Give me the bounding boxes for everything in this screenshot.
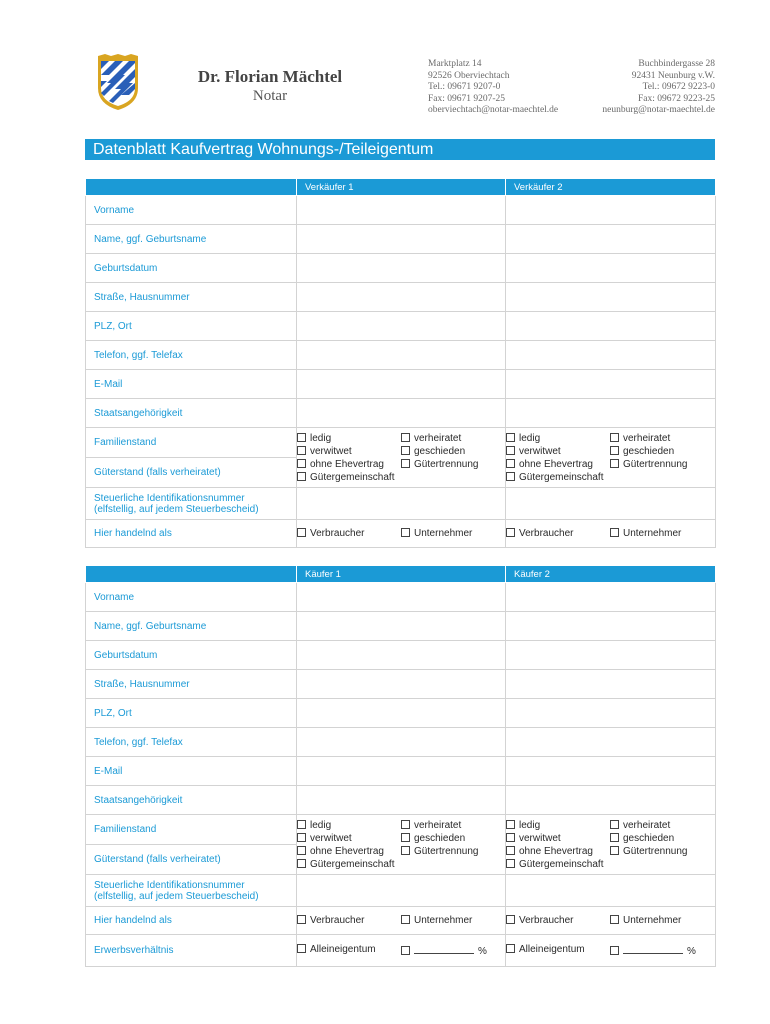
share-percent-blank[interactable] [623,944,683,954]
checkbox-guetergemeinschaft[interactable]: Gütergemeinschaft [506,859,610,870]
field-seller2-name[interactable] [506,225,716,254]
checkbox-unternehmer[interactable]: Unternehmer [401,528,499,539]
seller2-status-options [506,428,716,488]
label-steuer-id [86,488,297,520]
checkbox-guetergemeinschaft[interactable]: Gütergemeinschaft [297,859,401,870]
office-address-line: Marktplatz 14 [428,59,482,69]
field-buyer2-geburtsdatum[interactable] [506,641,716,670]
office-address-line: 92526 Oberviechtach [428,70,510,81]
checkbox-icon [297,859,306,868]
label-telefon: Telefon, ggf. Telefax [86,341,297,370]
field-buyer2-name[interactable] [506,612,716,641]
label-plz: PLZ, Ort [86,312,297,341]
label-steuer-id [86,875,297,907]
field-seller1-strasse[interactable] [297,283,506,312]
buyer1-ownership-options [297,935,506,967]
label-gueterstand: Güterstand (falls verheiratet) [86,845,297,875]
checkbox-icon [297,472,306,481]
field-buyer2-steuer-id[interactable] [506,875,716,907]
label-email: E-Mail [86,370,297,399]
checkbox-icon [610,433,619,442]
checkbox-share-percent[interactable]: % [401,944,499,957]
checkbox-verbraucher[interactable]: Verbraucher [297,528,401,539]
checkbox-guetertrennung[interactable]: Gütertrennung [401,459,499,470]
office-phone: Tel.: 09671 9207-0 [428,82,501,93]
checkbox-icon [401,946,410,955]
checkbox-icon [297,433,306,442]
label-geburtsdatum: Geburtsdatum [86,641,297,670]
field-buyer1-plz[interactable] [297,699,506,728]
label-vorname: Vorname [86,583,297,612]
checkbox-guetertrennung[interactable]: Gütertrennung [610,459,708,470]
checkbox-icon [401,433,410,442]
checkbox-ohne-ehevertrag[interactable]: ohne Ehevertrag [297,846,401,857]
checkbox-unternehmer[interactable]: Unternehmer [610,915,708,926]
field-seller1-staat[interactable] [297,399,506,428]
checkbox-icon [610,528,619,537]
checkbox-icon [297,944,306,953]
table-corner [86,566,297,583]
field-seller1-steuer-id[interactable] [297,488,506,520]
field-buyer2-telefon[interactable] [506,728,716,757]
checkbox-icon [610,946,619,955]
checkbox-verwitwet[interactable]: verwitwet [506,833,610,844]
checkbox-guetergemeinschaft[interactable]: Gütergemeinschaft [297,472,401,483]
checkbox-icon [506,433,515,442]
buyer1-role-options [297,907,506,935]
checkbox-icon [610,915,619,924]
share-percent-blank[interactable] [414,944,474,954]
office-email-link[interactable]: neunburg@notar-maechtel.de [602,105,715,116]
checkbox-guetertrennung[interactable]: Gütertrennung [401,846,499,857]
field-seller1-name[interactable] [297,225,506,254]
office-email-link[interactable]: oberviechtach@notar-maechtel.de [428,105,559,116]
checkbox-ledig[interactable]: ledig [506,820,610,831]
checkbox-alleineigentum[interactable]: Alleineigentum [506,944,610,957]
label-vorname: Vorname [86,196,297,225]
checkbox-icon [297,846,306,855]
checkbox-share-percent[interactable]: % [610,944,708,957]
office-neunburg [602,59,715,117]
field-buyer1-strasse[interactable] [297,670,506,699]
checkbox-icon [610,820,619,829]
label-handelnd: Hier handelnd als [86,520,297,548]
field-seller2-geburtsdatum[interactable] [506,254,716,283]
sellers-table [85,178,716,548]
field-seller2-strasse[interactable] [506,283,716,312]
office-phone: Tel.: 09672 9223-0 [642,82,715,93]
buyer2-status-options [506,815,716,875]
checkbox-ohne-ehevertrag[interactable]: ohne Ehevertrag [506,846,610,857]
label-staatsangehoerigkeit: Staatsangehörigkeit [86,399,297,428]
field-buyer2-staat[interactable] [506,786,716,815]
checkbox-icon [401,528,410,537]
label-email: E-Mail [86,757,297,786]
field-buyer2-strasse[interactable] [506,670,716,699]
field-buyer2-vorname[interactable] [506,583,716,612]
field-buyer1-email[interactable] [297,757,506,786]
field-buyer2-plz[interactable] [506,699,716,728]
field-seller2-vorname[interactable] [506,196,716,225]
checkbox-icon [506,833,515,842]
checkbox-icon [401,846,410,855]
label-gueterstand: Güterstand (falls verheiratet) [86,458,297,488]
checkbox-icon [506,846,515,855]
label-strasse: Straße, Hausnummer [86,283,297,312]
checkbox-verheiratet[interactable]: verheiratet [610,433,708,444]
label-erwerbsverhaeltnis: Erwerbsverhältnis [86,935,297,967]
checkbox-unternehmer[interactable]: Unternehmer [401,915,499,926]
checkbox-icon [401,446,410,455]
checkbox-icon [506,528,515,537]
checkbox-verbraucher[interactable]: Verbraucher [506,528,610,539]
office-address-line: 92431 Neunburg v.W. [631,70,715,81]
label-strasse: Straße, Hausnummer [86,670,297,699]
checkbox-icon [506,915,515,924]
seller1-role-options [297,520,506,548]
buyer1-status-options [297,815,506,875]
field-buyer1-steuer-id[interactable] [297,875,506,907]
field-seller2-telefon[interactable] [506,341,716,370]
column-header-buyer-2: Käufer 2 [506,566,716,583]
checkbox-icon [610,446,619,455]
checkbox-icon [401,459,410,468]
label-name: Name, ggf. Geburtsname [86,225,297,254]
checkbox-icon [506,472,515,481]
checkbox-icon [297,528,306,537]
office-oberviechtach [428,59,558,117]
label-steuer-id-line: Steuerliche Identifikationsnummer [94,879,245,891]
label-steuer-id-hint: (elfstellig, auf jedem Steuerbescheid) [94,890,259,902]
checkbox-guetertrennung[interactable]: Gütertrennung [610,846,708,857]
buyers-table [85,565,716,967]
column-header-buyer-1: Käufer 1 [297,566,506,583]
checkbox-ohne-ehevertrag[interactable]: ohne Ehevertrag [297,459,401,470]
buyer2-ownership-options [506,935,716,967]
office-fax: Fax: 09671 9207-25 [428,93,506,104]
label-familienstand: Familienstand [86,815,297,845]
bavarian-crest-icon [95,54,141,112]
checkbox-verheiratet[interactable]: verheiratet [401,820,499,831]
field-buyer1-vorname[interactable] [297,583,506,612]
checkbox-geschieden[interactable]: geschieden [610,446,708,457]
label-familienstand: Familienstand [86,428,297,458]
checkbox-icon [297,915,306,924]
label-handelnd: Hier handelnd als [86,907,297,935]
column-header-seller-2: Verkäufer 2 [506,179,716,196]
checkbox-unternehmer[interactable]: Unternehmer [610,528,708,539]
checkbox-verheiratet[interactable]: verheiratet [401,433,499,444]
checkbox-verbraucher[interactable]: Verbraucher [506,915,610,926]
checkbox-verwitwet[interactable]: verwitwet [506,446,610,457]
label-steuer-id-hint: (elfstellig, auf jedem Steuerbescheid) [94,503,259,515]
checkbox-geschieden[interactable]: geschieden [401,446,499,457]
checkbox-verheiratet[interactable]: verheiratet [610,820,708,831]
checkbox-icon [297,446,306,455]
field-buyer2-email[interactable] [506,757,716,786]
office-address-line: Buchbindergasse 28 [638,59,715,69]
column-header-seller-1: Verkäufer 1 [297,179,506,196]
label-plz: PLZ, Ort [86,699,297,728]
label-name: Name, ggf. Geburtsname [86,612,297,641]
field-seller2-staat[interactable] [506,399,716,428]
checkbox-icon [610,833,619,842]
notary-name: Dr. Florian Mächtel [197,67,343,86]
checkbox-ohne-ehevertrag[interactable]: ohne Ehevertrag [506,459,610,470]
field-seller2-plz[interactable] [506,312,716,341]
checkbox-alleineigentum[interactable]: Alleineigentum [297,944,401,957]
document-title: Datenblatt Kaufvertrag Wohnungs-/Teileigentum [85,139,715,160]
office-fax: Fax: 09672 9223-25 [637,93,715,104]
notary-title: Notar [252,88,288,104]
field-seller2-email[interactable] [506,370,716,399]
checkbox-verwitwet[interactable]: verwitwet [297,446,401,457]
field-buyer1-staat[interactable] [297,786,506,815]
checkbox-icon [506,446,515,455]
checkbox-verbraucher[interactable]: Verbraucher [297,915,401,926]
checkbox-guetergemeinschaft[interactable]: Gütergemeinschaft [506,472,610,483]
field-buyer1-telefon[interactable] [297,728,506,757]
buyer2-role-options [506,907,716,935]
checkbox-icon [506,859,515,868]
field-seller1-geburtsdatum[interactable] [297,254,506,283]
label-steuer-id-line: Steuerliche Identifikationsnummer [94,492,245,504]
checkbox-icon [401,915,410,924]
checkbox-icon [297,459,306,468]
checkbox-icon [506,820,515,829]
checkbox-icon [297,833,306,842]
checkbox-icon [401,833,410,842]
label-geburtsdatum: Geburtsdatum [86,254,297,283]
field-buyer1-name[interactable] [297,612,506,641]
label-telefon: Telefon, ggf. Telefax [86,728,297,757]
table-corner [86,179,297,196]
checkbox-verwitwet[interactable]: verwitwet [297,833,401,844]
label-staatsangehoerigkeit: Staatsangehörigkeit [86,786,297,815]
checkbox-geschieden[interactable]: geschieden [610,833,708,844]
field-seller1-email[interactable] [297,370,506,399]
checkbox-icon [401,820,410,829]
checkbox-icon [610,459,619,468]
checkbox-icon [506,944,515,953]
field-seller1-telefon[interactable] [297,341,506,370]
seller1-status-options [297,428,506,488]
checkbox-ledig[interactable]: ledig [297,433,401,444]
field-buyer1-geburtsdatum[interactable] [297,641,506,670]
seller2-role-options [506,520,716,548]
field-seller1-plz[interactable] [297,312,506,341]
checkbox-icon [297,820,306,829]
field-seller2-steuer-id[interactable] [506,488,716,520]
checkbox-ledig[interactable]: ledig [297,820,401,831]
checkbox-icon [506,459,515,468]
checkbox-ledig[interactable]: ledig [506,433,610,444]
field-seller1-vorname[interactable] [297,196,506,225]
checkbox-geschieden[interactable]: geschieden [401,833,499,844]
checkbox-icon [610,846,619,855]
